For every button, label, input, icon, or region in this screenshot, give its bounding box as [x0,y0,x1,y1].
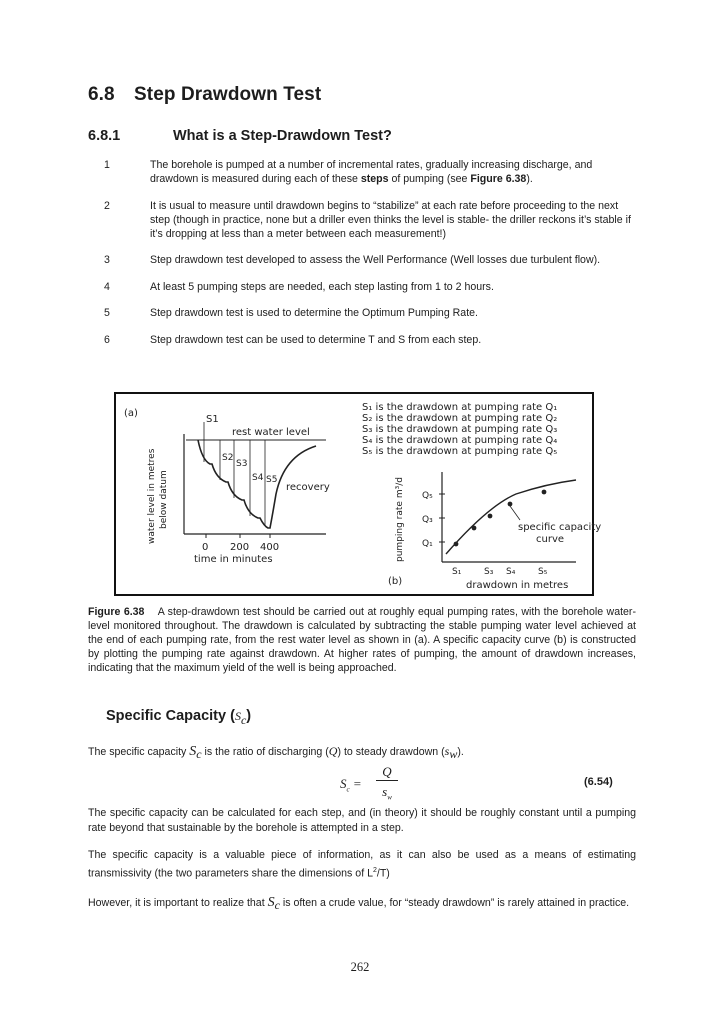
b-data-point [542,490,547,495]
b-q1-label: Q₁ [422,539,433,549]
list-item-number: 6 [104,333,110,346]
page-number: 262 [350,960,370,974]
b-s-label: S₄ [506,567,516,577]
equation-number: (6.54) [584,776,613,788]
b-xlabel: drawdown in metres [466,580,569,591]
list-item-number: 2 [104,199,110,212]
b-data-point [454,542,459,547]
s1-label: S1 [206,414,219,425]
a-ylabel-line2: below datum [159,470,169,529]
recovery-label: recovery [286,482,330,493]
curve-label-line2: curve [536,534,565,545]
paragraph-transmissivity: The specific capacity is a valuable piece of information, as it can also be used as a means of estimating transmissivity (the two parameters share the dimensions of $L^2/T$) [88,849,636,880]
a-tick-0: 0 [202,542,209,553]
list-item [88,333,636,347]
list-item-text: Step drawdown test is used to determine the Optimum Pumping Rate. [150,307,478,319]
caption-label: Figure 6.38 [88,606,145,618]
curve-label-pointer [510,506,520,520]
b-q3-label: Q₃ [422,515,433,525]
list-item-text: At least 5 pumping steps are needed, each step lasting from 1 to 2 hours. [150,280,494,293]
list-item [88,199,636,241]
list-item-number: 1 [104,159,110,171]
list-item-text: It is usual to measure until drawdown begins to “stabilize” at each rate before proceeding to the next step (though in practice, none but a driller even thinks the level is stable- the driller reckons it’s stable if it’s dropping at less than a meter between each measurement!) [150,199,631,240]
paragraph-crude-value: However, it is important to realize that $S_c$ is often a crude value, for “steady drawdown” is rarely attained in practice. [88,895,630,913]
b-q5-label: Q₅ [422,491,433,501]
section-number: 6.8 [88,84,115,105]
b-ylabel: pumping rate m³/d [395,477,405,562]
b-data-point [472,526,477,531]
rest-water-level-label: rest water level [232,427,310,438]
figure-drawing [116,394,602,594]
list-item [88,253,636,267]
panel-b-label: (b) [388,576,403,587]
document-page: 6.8 Step Drawdown Test 6.8.1 What is a Step-Drawdown Test? 1 The borehole is pumped at a number of incremental rates, gradually increasing discharge, and drawdown is measured during each of these steps of pumping (see Figure 6.38). 2 It is usual to measure until drawdown begins to “stabilize” at each rate before proceeding to the next step (though in practice, none but a driller even thinks the level is stable- the driller reckons it’s stable if it’s dropping at less than a meter between each measurement!) 3 Step drawdown test developed to assess the Well Performance (Well losses due turbulent flow). 4 At least 5 pumping steps are needed, each step lasting from 1 to 2 hours. 5 Step drawdown test is used to determine the Optimum Pumping Rate. 6 Step drawdown test can be used to determine T and S from each step. (a) water level in metres below datum rest water level S1 S2 S3 S4 S5 recovery 0 200 400 time in minutes S₁ is the drawdown at pumping rate Q₁ S₂ is the drawdown at pumping rate Q₂ S₃ is the drawdown at pumping rate Q₃ S₄ is the drawdown at pumping rate Q₄ S₅ is the drawdown at pumping rate Q₅ (b) pumping rate m³/d Q₅ Q₃ Q₁ specific capacity curve S₁ S₃ S₄ S₅ drawdown in metres Figure 6.38 A step-drawdown test should be carried out at roughly equal pumping rates, with the borehole water-level monitored throughout. The drawdown is calculated by subtracting the stable pumping water level achieved at the end of each pumping rate, from the rest water level as shown in (a). A specific capacity curve (b) is constructed by plotting the pumping rate against drawdown. At higher rates of pumping, the amount of drawdown increases, indicating that the maximum yield of the well is being approached. Specific Capacity $(S_c)$ The specific capacity $S_c$ is the ratio of discharging (Q) to steady drawdown $(s_w)$. $S_c$ = Q $s_w$ (6.54) The specific capacity can be calculated for each step, and (in theory) it should be roughly constant until a pumping rate beyond that sustainable by the borehole is attempted in a step. The specific capacity is a valuable piece of information, as it can also be used as a means of estimating transmissivity (the two parameters share the dimensions of $L^2/T$) However, it is important to realize that $S_c$ is often a crude value, for “steady drawdown” is rarely attained in practice. 262 [0,0,720,1018]
section-title: Step Drawdown Test [134,84,322,105]
subsection-heading [88,128,392,144]
b-data-point [508,502,513,507]
b-s-label: S₅ [538,567,548,577]
list-item [88,280,636,294]
a-ylabel-line1: water level in metres [147,448,157,544]
s3-label: S3 [236,459,248,469]
list-item [88,158,636,186]
a-tick-400: 400 [260,542,280,553]
step-drawdown-figure [114,392,602,596]
panel-a-label: (a) [124,408,138,419]
legend-line: S₅ is the drawdown at pumping rate Q₅ [362,446,558,457]
legend-line: S₂ is the drawdown at pumping rate Q₂ [362,413,558,424]
subsection-number: 6.8.1 [88,128,121,144]
step-test-list [88,158,636,359]
curve-label-line1: specific capacity [518,522,602,533]
s4-label: S4 [252,473,264,483]
list-item-text: The borehole is pumped at a number of incremental rates, gradually increasing discharge, and drawdown is measured during each of these steps of pumping (see Figure 6.38). [150,159,593,185]
section-heading [88,84,321,106]
list-item [88,306,636,320]
subsection-title: What is a Step-Drawdown Test? [173,128,392,144]
legend-line: S₃ is the drawdown at pumping rate Q₃ [362,424,558,435]
list-item-text: Step drawdown test developed to assess the Well Performance (Well losses due turbulent flow). [150,254,601,266]
figure-caption [88,605,636,675]
paragraph-constant: The specific capacity can be calculated for each step, and (in theory) it should be roughly constant until a pumping rate beyond that sustainable by the borehole is attempted in a step. [88,807,636,834]
list-item-number: 5 [104,307,110,319]
a-xlabel: time in minutes [194,554,273,565]
list-item-text: Step drawdown test can be used to determine T and S from each step. [150,333,482,346]
specific-capacity-heading: Specific Capacity $(S_c)$ [106,708,252,727]
legend-line: S₁ is the drawdown at pumping rate Q₁ [362,402,558,413]
list-item-number: 4 [104,280,110,293]
legend-line: S₄ is the drawdown at pumping rate Q₄ [362,435,558,446]
list-item-number: 3 [104,254,110,266]
b-data-point [488,514,493,519]
a-tick-200: 200 [230,542,250,553]
s2-label: S2 [222,453,234,463]
s5-label: S5 [266,475,278,485]
b-s-label: S₃ [484,567,494,577]
caption-text: A step-drawdown test should be carried out at roughly equal pumping rates, with the borehole water-level monitored throughout. The drawdown is calculated by subtracting the stable pumping water level achieved at the end of each pumping rate, from the rest water level as shown in (a). A specific capacity curve (b) is constructed by plotting the pumping rate against drawdown. At higher rates of pumping, the amount of drawdown increases, indicating that the maximum yield of the well is being approached. [88,606,636,674]
b-s-label: S₁ [452,567,462,577]
specific-capacity-intro: The specific capacity $S_c$ is the ratio of discharging (Q) to steady drawdown $(s_w)$. [88,744,464,762]
